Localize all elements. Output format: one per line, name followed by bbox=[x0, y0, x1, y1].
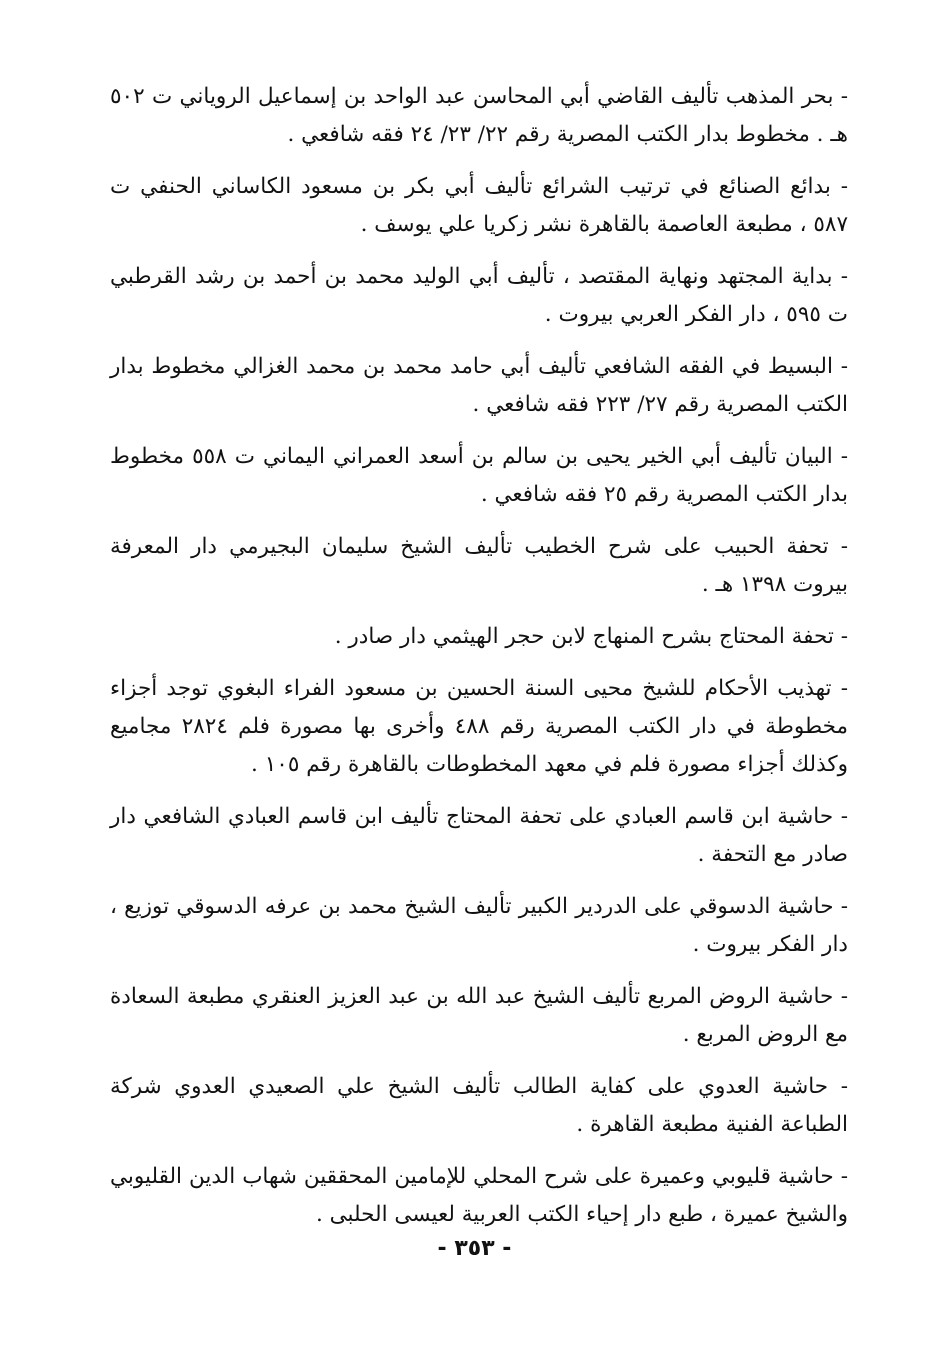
bibliography-entry: - حاشية ابن قاسم العبادي على تحفة المحتاج تأليف ابن قاسم العبادي الشافعي دار صادر مع التحفة . bbox=[110, 804, 848, 867]
bibliography-list bbox=[110, 78, 848, 1248]
page-number: - ٣٥٣ - bbox=[437, 1236, 512, 1261]
bibliography-entry: - تحفة الحبيب على شرح الخطيب تأليف الشيخ سليمان البجيرمي دار المعرفة بيروت ١٣٩٨ هـ . bbox=[110, 534, 848, 597]
bibliography-entry: - حاشية قليوبي وعميرة على شرح المحلي للإمامين المحققين شهاب الدين القليوبي والشيخ عميرة ، طبع دار إحياء الكتب العربية لعيسى الحلبى . bbox=[110, 1164, 848, 1227]
bibliography-entry: - بدائع الصنائع في ترتيب الشرائع تأليف أبي بكر بن مسعود الكاساني الحنفي ت ٥٨٧ ، مطبعة العاصمة بالقاهرة نشر زكريا علي يوسف . bbox=[110, 174, 848, 237]
bibliography-entry: - حاشية العدوي على كفاية الطالب تأليف الشيخ علي الصعيدي العدوي شركة الطباعة الفنية مطبعة القاهرة . bbox=[110, 1074, 848, 1137]
bibliography-entry: - تحفة المحتاج بشرح المنهاج لابن حجر الهيثمي دار صادر . bbox=[334, 624, 848, 649]
bibliography-entry: - بداية المجتهد ونهاية المقتصد ، تأليف أبي الوليد محمد بن أحمد بن رشد القرطبي ت ٥٩٥ ، دار الفكر العربي بيروت . bbox=[110, 264, 848, 327]
bibliography-entry: - تهذيب الأحكام للشيخ محيى السنة الحسين بن مسعود الفراء البغوي توجد أجزاء مخطوطة في دار الكتب المصرية رقم ٤٨٨ وأخرى بها مصورة فلم ٢٨٢٤ مجاميع وكذلك أجزاء مصورة فلم في معهد المخطوطات بالقاهرة رقم ١٠٥ . bbox=[110, 676, 848, 777]
bibliography-entry: - حاشية الدسوقي على الدردير الكبير تأليف الشيخ محمد بن عرفه الدسوقي توزيع ، دار الفكر بيروت . bbox=[110, 894, 848, 957]
bibliography-entry: - البيان تأليف أبي الخير يحيى بن سالم بن أسعد العمراني اليماني ت ٥٥٨ مخطوط بدار الكتب المصرية رقم ٢٥ فقه شافعي . bbox=[110, 444, 848, 507]
bibliography-entry: - البسيط في الفقه الشافعي تأليف أبي حامد محمد بن محمد الغزالي مخطوط بدار الكتب المصرية رقم ٢٧/ ٢٢٣ فقه شافعي . bbox=[110, 354, 848, 417]
bibliography-entry: - حاشية الروض المربع تأليف الشيخ عبد الله بن عبد العزيز العنقري مطبعة السعادة مع الروض المربع . bbox=[110, 984, 848, 1047]
bibliography-entry: - بحر المذهب تأليف القاضي أبي المحاسن عبد الواحد بن إسماعيل الروياني ت ٥٠٢ هـ . مخطوط بدار الكتب المصرية رقم ٢٢/ ٢٣/ ٢٤ فقه شافعي . bbox=[110, 84, 848, 147]
